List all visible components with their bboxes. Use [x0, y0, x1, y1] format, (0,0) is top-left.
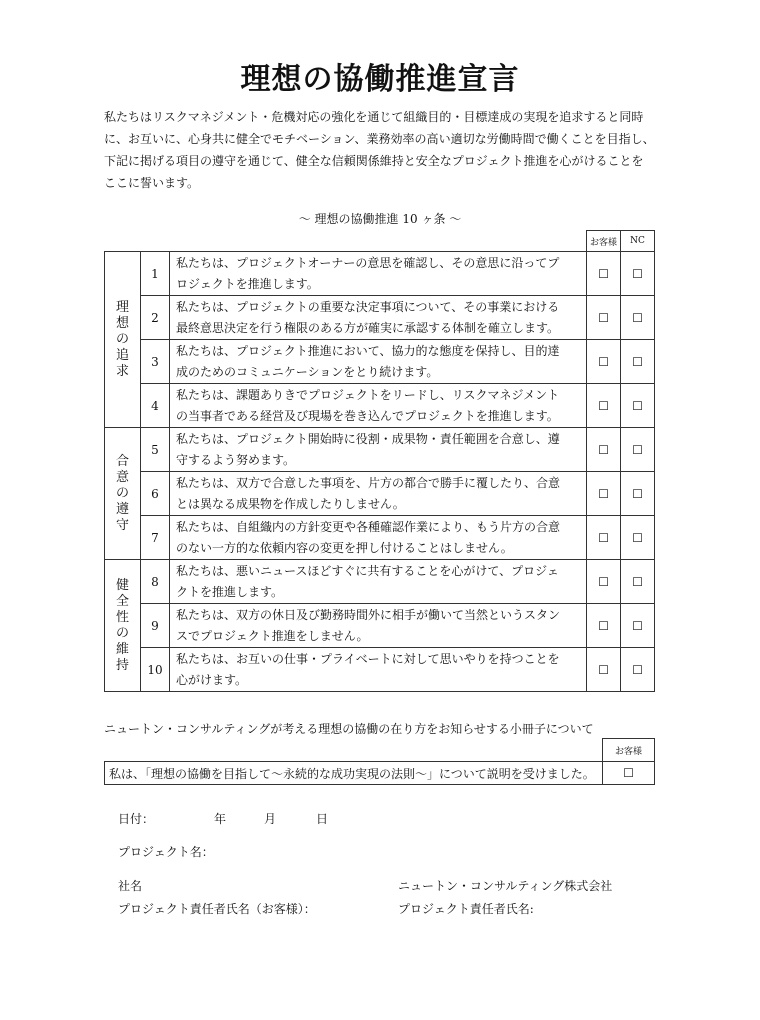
- table-row: [105, 252, 655, 296]
- category-label: 合意の遵守: [105, 428, 141, 560]
- article-text: 私たちは、悪いニュースほどすぐに共有することを心がけて、プロジェ クトを推進します。: [170, 560, 587, 604]
- intro-line: 下記に掲げる項目の遵守を通じて、健全な信頼関係維持と安全なプロジェクト推進を心がけることを: [104, 154, 644, 168]
- article-text: 私たちは、課題ありきでプロジェクトをリードし、リスクマネジメント の当事者である経営及び現場を巻き込んでプロジェクトを推進します。: [170, 384, 587, 428]
- article-number: 10: [141, 648, 170, 692]
- article-text: 私たちは、プロジェクトの重要な決定事項について、その事業における 最終意思決定を行う権限のある方が確実に承認する体制を確立します。: [170, 296, 587, 340]
- nc-manager-label: プロジェクト責任者氏名:: [398, 902, 534, 916]
- customer-manager-label: プロジェクト責任者氏名（お客様）：: [118, 902, 316, 916]
- table-row: [105, 472, 655, 516]
- intro-line: 私たちはリスクマネジメント・危機対応の強化を通じて組織目的・目標達成の実現を追求すると同時: [104, 110, 644, 124]
- intro-line: ここに誓います。: [104, 176, 200, 190]
- customer-column-header: お客様: [587, 231, 621, 252]
- customer-checkbox[interactable]: ☐: [587, 384, 621, 428]
- nc-company-name: ニュートン・コンサルティング株式会社: [398, 879, 613, 893]
- table-row: [105, 428, 655, 472]
- article-text: 私たちは、プロジェクト開始時に役割・成果物・責任範囲を合意し、遵 守するよう努めます。: [170, 428, 587, 472]
- pledge-table: [104, 230, 655, 692]
- table-row: [105, 384, 655, 428]
- nc-checkbox[interactable]: ☐: [621, 648, 655, 692]
- customer-checkbox[interactable]: ☐: [587, 340, 621, 384]
- nc-checkbox[interactable]: ☐: [621, 428, 655, 472]
- article-text: 私たちは、双方の休日及び勤務時間外に相手が働いて当然というスタン スでプロジェクト推進をしません。: [170, 604, 587, 648]
- table-row: [105, 340, 655, 384]
- year-label: 年: [214, 812, 227, 826]
- article-text: 私たちは、自組織内の方針変更や各種確認作業により、もう片方の合意 のない一方的な依頼内容の変更を押し付けることはしません。: [170, 516, 587, 560]
- customer-checkbox[interactable]: ☐: [587, 296, 621, 340]
- table-row: [105, 604, 655, 648]
- date-label: 日付：: [118, 812, 155, 826]
- customer-checkbox[interactable]: ☐: [587, 472, 621, 516]
- day-label: 日: [316, 812, 329, 826]
- article-number: 5: [141, 428, 170, 472]
- article-number: 8: [141, 560, 170, 604]
- nc-column-header: NC: [621, 231, 655, 252]
- nc-checkbox[interactable]: ☐: [621, 604, 655, 648]
- article-text: 私たちは、プロジェクトオーナーの意思を確認し、その意思に沿ってプ ロジェクトを推進します。: [170, 252, 587, 296]
- project-name-label: プロジェクト名：: [118, 845, 214, 859]
- customer-checkbox[interactable]: ☐: [587, 516, 621, 560]
- booklet-section-title: ニュートン・コンサルティングが考える理想の協働の在り方をお知らせする小冊子について: [104, 722, 594, 736]
- customer-checkbox[interactable]: ☐: [587, 428, 621, 472]
- article-number: 1: [141, 252, 170, 296]
- nc-checkbox[interactable]: ☐: [621, 340, 655, 384]
- article-number: 9: [141, 604, 170, 648]
- article-text: 私たちは、プロジェクト推進において、協力的な態度を保持し、目的達 成のためのコミュニケーションをとり続けます。: [170, 340, 587, 384]
- booklet-row: [105, 762, 655, 785]
- nc-checkbox[interactable]: ☐: [621, 472, 655, 516]
- booklet-statement: 私は、「理想の協働を目指して～永続的な成功実現の法則～」について説明を受けました。: [105, 762, 603, 785]
- customer-checkbox[interactable]: ☐: [587, 648, 621, 692]
- article-number: 4: [141, 384, 170, 428]
- category-label: 健全性の維持: [105, 560, 141, 692]
- table-row: [105, 296, 655, 340]
- intro-paragraph: [104, 106, 660, 194]
- table-row: [105, 516, 655, 560]
- nc-checkbox[interactable]: ☐: [621, 384, 655, 428]
- article-number: 6: [141, 472, 170, 516]
- article-text: 私たちは、お互いの仕事・プライベートに対して思いやりを持つことを 心がけます。: [170, 648, 587, 692]
- table-row: [105, 648, 655, 692]
- table-row: [105, 560, 655, 604]
- booklet-header-row: [105, 739, 655, 762]
- booklet-customer-header: お客様: [603, 739, 655, 762]
- article-text: 私たちは、双方で合意した事項を、片方の都合で勝手に覆したり、合意 とは異なる成果物を作成したりしません。: [170, 472, 587, 516]
- category-label: 理想の追求: [105, 252, 141, 428]
- customer-checkbox[interactable]: ☐: [587, 252, 621, 296]
- articles-subtitle: ～ 理想の協働推進 10 ヶ条 ～: [298, 212, 462, 226]
- intro-line: に、お互いに、心身共に健全でモチベーション、業務効率の高い適切な労働時間で働くことを目指し、: [104, 132, 655, 146]
- company-label: 社名: [118, 879, 143, 893]
- article-number: 7: [141, 516, 170, 560]
- booklet-table: [104, 738, 655, 785]
- customer-checkbox[interactable]: ☐: [587, 604, 621, 648]
- table-header-row: [105, 231, 655, 252]
- nc-checkbox[interactable]: ☐: [621, 252, 655, 296]
- nc-checkbox[interactable]: ☐: [621, 296, 655, 340]
- page-title: 理想の協働推進宣言: [240, 62, 520, 97]
- nc-checkbox[interactable]: ☐: [621, 560, 655, 604]
- article-number: 2: [141, 296, 170, 340]
- article-number: 3: [141, 340, 170, 384]
- nc-checkbox[interactable]: ☐: [621, 516, 655, 560]
- customer-checkbox[interactable]: ☐: [587, 560, 621, 604]
- month-label: 月: [264, 812, 277, 826]
- booklet-customer-checkbox[interactable]: ☐: [603, 762, 655, 785]
